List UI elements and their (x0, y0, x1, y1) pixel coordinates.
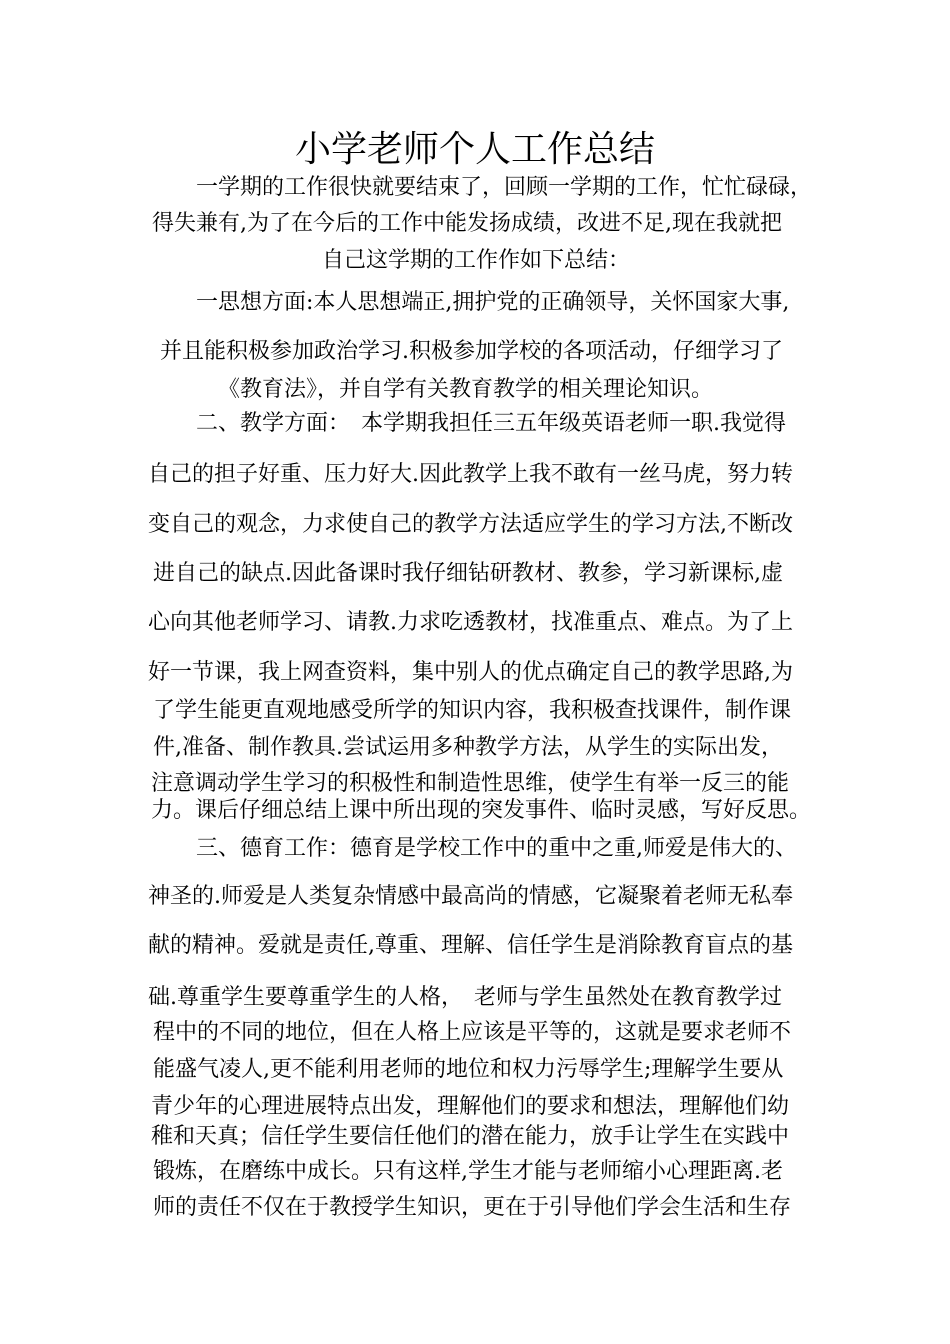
text-line: 二、教学方面： 本学期我担任三五年级英语老师一职.我觉得 (196, 411, 786, 436)
text-line: 得失兼有,为了在今后的工作中能发扬成绩，改进不足,现在我就把 (152, 211, 782, 236)
text-line: 进自己的缺点.因此备课时我仔细钻研教材、教参，学习新课标,虚 (153, 561, 783, 586)
text-line: 稚和天真；信任学生要信任他们的潜在能力，放手让学生在实践中 (151, 1124, 790, 1149)
text-line: 锻炼，在磨练中成长。只有这样,学生才能与老师缩小心理距离.老 (153, 1159, 783, 1184)
text-line: 注意调动学生学习的积极性和制造性思维，使学生有举一反三的能 (151, 771, 790, 796)
text-line: 件,准备、制作教具.尝试运用多种教学方法，从学生的实际出发， (153, 735, 783, 760)
text-line: 力。课后仔细总结上课中所出现的突发事件、临时灵感，写好反思。 (151, 798, 812, 823)
text-line: 础.尊重学生要尊重学生的人格， 老师与学生虽然处在教育教学过 (148, 985, 782, 1010)
text-line: 心向其他老师学习、请教.力求吃透教材，找准重点、难点。为了上 (148, 610, 793, 635)
text-line: 并且能积极参加政治学习.积极参加学校的各项活动，仔细学习了 (160, 339, 783, 364)
text-line: 三、德育工作：德育是学校工作中的重中之重,师爱是伟大的、 (196, 836, 797, 861)
text-line: 能盛气凌人,更不能利用老师的地位和权力污辱学生;理解学生要从 (153, 1057, 784, 1082)
text-line: 《教育法》，并自学有关教育教学的相关理论知识。 (218, 377, 714, 402)
text-line: 师的责任不仅在于教授学生知识，更在于引导他们学会生活和生存 (153, 1195, 792, 1220)
text-line: 自己的担子好重、压力好大.因此教学上我不敢有一丝马虎，努力转 (148, 462, 793, 487)
text-line: 程中的不同的地位，但在人格上应该是平等的，这就是要求老师不 (153, 1020, 792, 1045)
text-line: 神圣的.师爱是人类复杂情感中最高尚的情感，它凝聚着老师无私奉 (148, 884, 793, 909)
text-line: 青少年的心理进展特点出发，理解他们的要求和想法，理解他们幼 (151, 1094, 790, 1119)
text-line: 了学生能更直观地感受所学的知识内容，我积极查找课件，制作课 (153, 698, 792, 723)
text-line: 一学期的工作很快就要结束了，回顾一学期的工作，忙忙碌碌， (196, 175, 813, 200)
document-title: 小学老师个人工作总结 (294, 129, 655, 170)
text-line: 献的精神。爱就是责任,尊重、理解、信任学生是消除教育盲点的基 (148, 933, 793, 958)
text-line: 变自己的观念，力求使自己的教学方法适应学生的学习方法,不断改 (148, 512, 793, 537)
text-line: 好一节课，我上网查资料，集中别人的优点确定自己的教学思路,为 (148, 660, 793, 685)
text-line: 一思想方面:本人思想端正,拥护党的正确领导，关怀国家大事, (196, 290, 790, 315)
text-line: 自己这学期的工作作如下总结： (322, 248, 631, 273)
